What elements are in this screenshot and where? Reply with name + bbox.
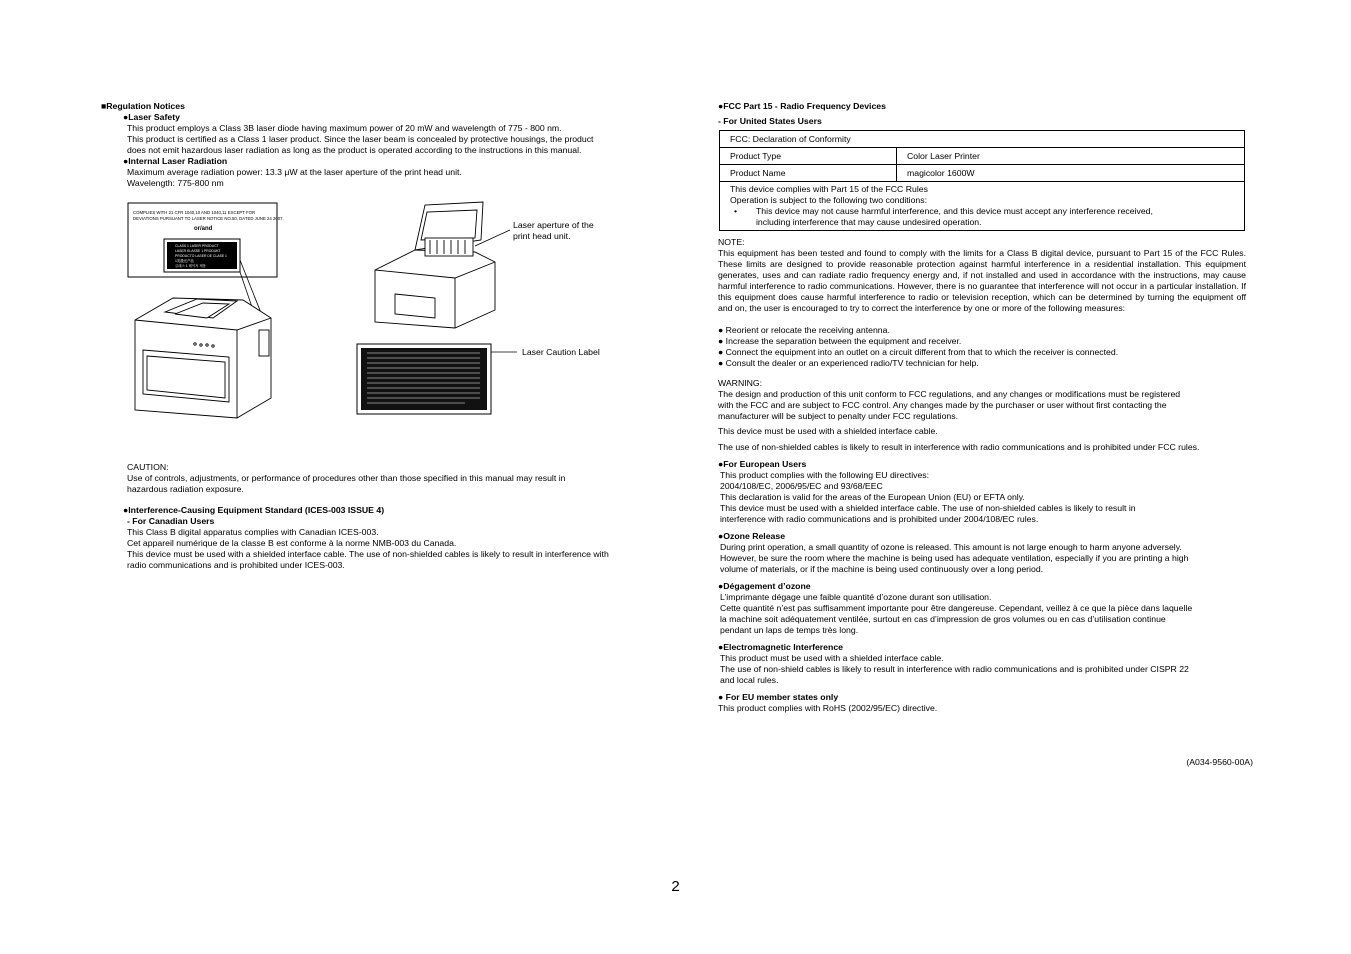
class-label-5: 클래스 1 레이저 제품	[175, 264, 206, 268]
product-name-value: magicolor 1600W	[897, 165, 1245, 182]
list-item: ● Reorient or relocate the receiving antenna.	[718, 325, 890, 335]
ozone-release-title: ●Ozone Release	[718, 531, 786, 541]
note-title: NOTE:	[718, 237, 745, 247]
emi-title: ●Electromagnetic Interference	[718, 642, 843, 652]
shielded-cable-line: This device must be used with a shielded interface cable.	[718, 426, 938, 436]
measures-list	[718, 325, 1246, 369]
laser-figure	[125, 200, 625, 420]
right-column	[718, 101, 1246, 714]
document-id: (A034-9560-00A)	[1186, 757, 1253, 767]
eu-member-title: ● For EU member states only	[718, 692, 839, 702]
ozone-release-text: During print operation, a small quantity of ozone is released. This amount is not large enough to harm anyone adversely. However, be sure the room where the machine is being used has adequate ventilation, especially if you are printing a high volume of materials, or if the machine is being used continuously over a long period.	[720, 542, 1189, 574]
laser-caution-label-text: Laser Caution Label	[522, 347, 600, 357]
fcc-compliance-cell: This device complies with Part 15 of the FCC Rules Operation is subject to the following two conditions: • This device may not cause harmful interference, and this device must accept any interference received, including interference that may cause undesired operation.	[720, 182, 1245, 231]
class-label-4: 1类激光产品	[175, 259, 194, 263]
class-label-1: CLASS 1 LASER PRODUCT	[175, 244, 219, 248]
product-type-value: Color Laser Printer	[897, 148, 1245, 165]
compliance-text-2: DEVIATIONS PURSUANT TO LASER NOTICE NO.50, DATED JUNE 24 2007.	[133, 216, 284, 221]
internal-laser-radiation-title: ●Internal Laser Radiation	[123, 156, 228, 166]
compliance-text-1: COMPLIES WITH 21 CFR 1040,10 AND 1040,11 EXCEPT FOR	[133, 210, 256, 215]
caution-title: CAUTION:	[127, 462, 169, 472]
emi-text: This product must be used with a shielded interface cable. The use of non-shield cables is likely to result in interference with radio communications and is prohibited under CISPR 22 and local rules.	[720, 653, 1189, 685]
laser-safety-title: ●Laser Safety	[123, 112, 180, 122]
fcc-declaration-table	[719, 130, 1245, 231]
internal-laser-text: Maximum average radiation power: 13.3 μW at the laser aperture of the print head unit. Wavelength: 775-800 nm	[127, 167, 462, 188]
regulation-notices-title: ■Regulation Notices	[101, 101, 185, 111]
warning-text: The design and production of this unit conform to FCC regulations, and any changes or modifications must be registered with the FCC and are subject to FCC control. Any changes made by the purchaser or user without first contacting the manufacturer will be subject to penalty under FCC regulations.	[718, 389, 1181, 421]
caution-label-drawing	[357, 344, 517, 414]
ices-title: ●Interference-Causing Equipment Standard (ICES-003 ISSUE 4)	[123, 505, 385, 515]
us-users-title: - For United States Users	[718, 116, 822, 126]
warning-title: WARNING:	[718, 378, 763, 388]
european-users-title: ●For European Users	[718, 459, 807, 469]
fcc-title: ●FCC Part 15 - Radio Frequency Devices	[718, 101, 886, 111]
page-number: 2	[671, 878, 680, 895]
left-lower	[101, 462, 671, 571]
product-name-label: Product Name	[720, 165, 897, 182]
nonshielded-text: The use of non-shielded cables is likely to result in interference with radio communications and is prohibited under FCC rules.	[718, 442, 1200, 452]
ices-text: This Class B digital apparatus complies with Canadian ICES-003. Cet appareil numérique de la classe B est conforme à la norme NMB-003 du Canada. This device must be used with a shielded interface cable. The use of non-shielded cables is likely to result in interference with radio communications and is prohibited under ICES-003.	[127, 527, 609, 570]
laser-safety-text: This product employs a Class 3B laser diode having maximum power of 20 mW and wavelength of 775 - 800 nm. This product is certified as a Class 1 laser product. Since the laser beam is concealed by protective housings, the product does not emit hazardous laser radiation as long as the product is operated according to the instructions in this manual.	[127, 123, 594, 155]
product-type-label: Product Type	[720, 148, 897, 165]
list-item: ● Connect the equipment into an outlet on a circuit different from that to which the receiver is connected.	[718, 347, 1119, 357]
note-text: This equipment has been tested and found to comply with the limits for a Class B digital device, pursuant to Part 15 of the FCC Rules. These limits are designed to provide reasonable protection against harmful interference in a residential installation. This equipment generates, uses and can radiate radio frequency energy and, if not installed and used in accordance with the instructions, may cause harmful interference to radio communications. However, there is no guarantee that interference will not occur in a particular installation. If this equipment does cause harmful interference to radio or television reception, which can be determined by turning the equipment off and on, the user is encouraged to try to correct the interference by one or more of the following measures:	[718, 248, 1246, 313]
bullet-dot: •	[734, 206, 738, 216]
european-users-text: This product complies with the following EU directives: 2004/108/EC, 2006/95/EC and 93/68/EEC This declaration is valid for the areas of the European Union (EU) or EFTA only. This device must be used with a shielded interface cable. The use of non-shielded cables is likely to result in interference with radio communications and is prohibited under 2004/108/EC rules.	[720, 470, 1136, 524]
degagement-text: L’imprimante dégage une faible quantité d’ozone durant son utilisation. Cette quantité n’est pas suffisamment importante pour être dangereuse. Cependant, veillez à ce que la pièce dans laquelle la machine soit adéquatement ventilée, surtout en cas d’impression de gros volumes ou en cas d’utilisation continue pendant un laps de temps très long.	[720, 592, 1193, 635]
fcc-table-header: FCC: Declaration of Conformity	[720, 131, 1245, 148]
printer-closed-drawing	[135, 298, 271, 418]
list-item: ● Increase the separation between the equipment and receiver.	[718, 336, 962, 346]
left-column	[101, 101, 671, 189]
or-and-text: or/and	[194, 226, 213, 232]
degagement-title: ●Dégagement d’ozone	[718, 581, 811, 591]
list-item: ● Consult the dealer or an experienced radio/TV technician for help.	[718, 358, 979, 368]
eu-member-text: This product complies with RoHS (2002/95/EC) directive.	[718, 703, 938, 713]
class-label-2: LASER KLASSE 1 PRODUKT	[175, 249, 221, 253]
printer-open-drawing	[375, 202, 510, 328]
class-label-3: PRODUCTO LASER DE CLASE 1	[175, 254, 227, 258]
caution-text: Use of controls, adjustments, or performance of procedures other than those specified in this manual may result in hazardous radiation exposure.	[127, 473, 566, 494]
laser-aperture-label: Laser aperture of the print head unit.	[513, 220, 594, 241]
canadian-users-title: - For Canadian Users	[127, 516, 215, 526]
